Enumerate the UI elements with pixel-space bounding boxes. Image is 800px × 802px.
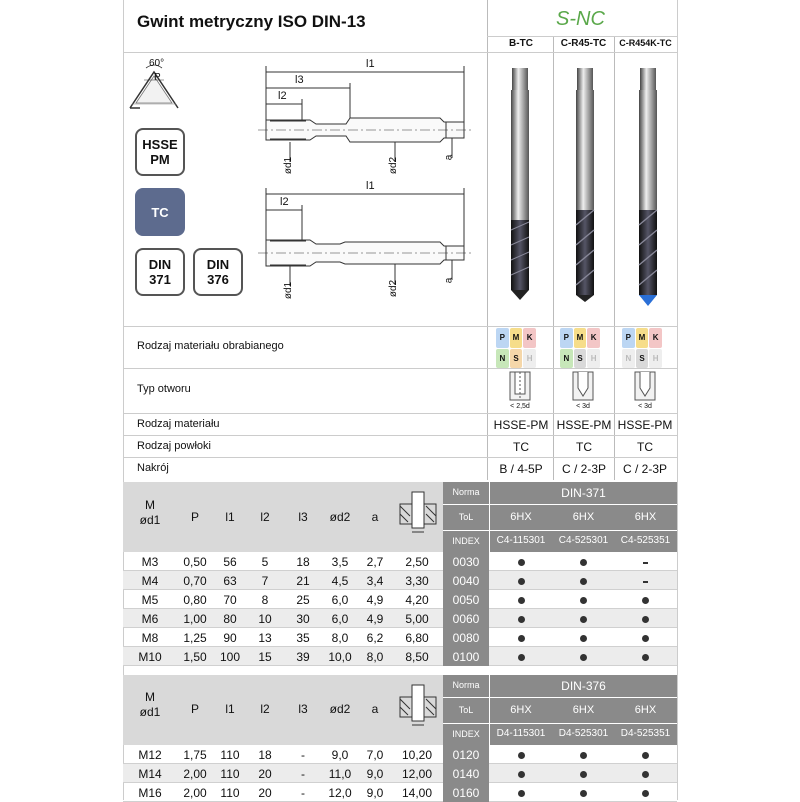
t2-tol-3: 6HX — [634, 704, 657, 716]
mat-p-1: P — [496, 328, 509, 348]
t1-tol-3: 6HX — [634, 511, 657, 523]
t2-cell-l3: - — [301, 748, 305, 762]
mat-s-2: S — [574, 349, 587, 369]
t1-cell-d2: 10,0 — [328, 650, 352, 664]
t1-cell-d2: 4,5 — [331, 574, 349, 588]
t2-head-p: P — [190, 702, 199, 716]
frame-right-line — [677, 0, 678, 800]
mat-n-2: N — [560, 349, 573, 369]
tool-image-c-r454k-tc — [628, 60, 668, 320]
t1-head-l3: l3 — [298, 510, 308, 524]
t1-cell-m: M4 — [141, 574, 159, 588]
t1-cell-l2: 10 — [258, 612, 272, 626]
t2-index-1: D4-115301 — [496, 728, 546, 739]
available-dot-icon — [580, 635, 587, 642]
t1-availability — [614, 555, 677, 569]
t2-cell-m: M14 — [138, 767, 162, 781]
available-dot-icon — [580, 771, 587, 778]
t1-cell-m: M10 — [138, 650, 162, 664]
t2-cell-l2: 20 — [258, 767, 272, 781]
t1-availability — [553, 650, 614, 664]
t1-availability — [553, 631, 614, 645]
available-dot-icon — [580, 790, 587, 797]
t1-cell-l2: 5 — [261, 555, 269, 569]
t1-head-sep-1 — [443, 504, 677, 505]
t1-head-p: P — [190, 510, 199, 524]
t1-cell-a: 2,7 — [366, 555, 384, 569]
mat-k-2: K — [587, 328, 600, 348]
label-a-bottom: a — [443, 277, 455, 284]
hsse-pm-badge: HSSE PM — [135, 128, 185, 176]
row-divider — [123, 589, 677, 590]
mat-s-3: S — [636, 349, 649, 369]
t1-cell-m: M6 — [141, 612, 159, 626]
available-dot-icon — [518, 790, 525, 797]
label-d1-bottom: ød1 — [283, 281, 295, 300]
hole-depth-3: < 3d — [638, 403, 652, 410]
coating-value-2: TC — [576, 440, 592, 454]
available-dot-icon — [642, 752, 649, 759]
t1-cell-a: 3,4 — [366, 574, 384, 588]
t2-cell-m: M12 — [138, 748, 162, 762]
t2-index-label: INDEX — [452, 729, 480, 739]
row-divider — [123, 627, 677, 628]
t1-cell-m: M8 — [141, 631, 159, 645]
row-label-material: Rodzaj materiału — [137, 418, 220, 430]
row-label-material-type: Rodzaj materiału obrabianego — [137, 340, 284, 352]
material-grid-2 — [560, 328, 600, 368]
t1-cell-l2: 7 — [261, 574, 269, 588]
t1-cell-code: 0030 — [452, 555, 480, 569]
t1-head-l2: l2 — [260, 510, 270, 524]
t1-cell-a: 8,0 — [366, 650, 384, 664]
t1-norma-value: DIN-371 — [561, 486, 606, 500]
t1-availability — [614, 631, 677, 645]
t1-cell-d2: 6,0 — [331, 612, 349, 626]
unavailable-dash-icon — [643, 562, 648, 564]
t2-tol-label: ToL — [458, 705, 474, 715]
t2-cell-p: 1,75 — [183, 748, 207, 762]
available-dot-icon — [580, 559, 587, 566]
mat-n-1: N — [496, 349, 509, 369]
column-head-3: C-R454K-TC — [619, 38, 672, 48]
mat-k-1: K — [523, 328, 536, 348]
t1-cell-l1: 56 — [223, 555, 237, 569]
t2-norma-label: Norma — [452, 680, 480, 690]
t2-cell-p: 2,00 — [183, 786, 207, 800]
t1-cell-l1: 80 — [223, 612, 237, 626]
t2-cell-l1: 110 — [220, 748, 240, 762]
t2-availability — [553, 786, 614, 800]
available-dot-icon — [518, 578, 525, 585]
header-divider — [123, 52, 677, 53]
t1-cell-drill: 8,50 — [405, 650, 429, 664]
t2-head-m: M ød1 — [139, 690, 161, 719]
t1-cell-code: 0050 — [452, 593, 480, 607]
available-dot-icon — [580, 597, 587, 604]
label-d2-top: ød2 — [388, 156, 400, 175]
t2-tol-1: 6HX — [510, 704, 532, 716]
t1-cell-drill: 2,50 — [405, 555, 429, 569]
t2-cell-l1: 110 — [220, 767, 240, 781]
t1-head-l1: l1 — [225, 510, 235, 524]
available-dot-icon — [580, 578, 587, 585]
available-dot-icon — [518, 771, 525, 778]
t1-availability — [614, 593, 677, 607]
mat-h-1: H — [523, 349, 536, 369]
material-grid-1 — [496, 328, 536, 368]
t2-availability — [490, 786, 552, 800]
label-d1-top: ød1 — [283, 156, 295, 175]
t2-cell-l2: 18 — [258, 748, 272, 762]
t1-cell-l3: 35 — [296, 631, 310, 645]
t1-availability — [614, 612, 677, 626]
brand-logo: S-NC — [556, 8, 605, 30]
tool-image-b-tc — [500, 60, 540, 320]
din-376-badge: DIN 376 — [193, 248, 243, 296]
material-value-1: HSSE-PM — [493, 418, 549, 432]
din-371-badge: DIN 371 — [135, 248, 185, 296]
available-dot-icon — [580, 654, 587, 661]
label-l1-top: l1 — [366, 58, 375, 70]
t1-index-3: C4-525351 — [620, 535, 671, 546]
row-divider — [123, 782, 677, 783]
t2-availability — [490, 748, 552, 762]
material-value-2: HSSE-PM — [556, 418, 612, 432]
table2-header-bg — [123, 675, 443, 745]
hole-depth-2: < 3d — [576, 403, 590, 410]
t2-cell-l3: - — [301, 786, 305, 800]
available-dot-icon — [642, 654, 649, 661]
hole-depth-1: < 2,5d — [510, 403, 530, 410]
material-value-3: HSSE-PM — [617, 418, 673, 432]
t2-head-d2: ød2 — [329, 702, 351, 716]
label-l3: l3 — [295, 74, 304, 86]
t1-index-2: C4-525301 — [558, 535, 609, 546]
available-dot-icon — [518, 559, 525, 566]
t1-availability — [490, 574, 552, 588]
t2-cell-a: 7,0 — [366, 748, 384, 762]
t1-cell-p: 1,25 — [183, 631, 207, 645]
t2-cell-l3: - — [301, 767, 305, 781]
available-dot-icon — [642, 635, 649, 642]
t1-cell-drill: 4,20 — [405, 593, 429, 607]
t1-cell-a: 4,9 — [366, 593, 384, 607]
divider-3 — [123, 435, 677, 436]
t2-cell-p: 2,00 — [183, 767, 207, 781]
t2-cell-code: 0160 — [452, 786, 480, 800]
t1-cell-l2: 15 — [258, 650, 272, 664]
t2-availability — [553, 748, 614, 762]
mat-h-2: H — [587, 349, 600, 369]
t2-cell-l1: 110 — [220, 786, 240, 800]
coating-value-3: TC — [637, 440, 653, 454]
available-dot-icon — [642, 771, 649, 778]
available-dot-icon — [580, 616, 587, 623]
mat-m-2: M — [574, 328, 587, 348]
t1-cell-drill: 6,80 — [405, 631, 429, 645]
t2-cell-d2: 12,0 — [328, 786, 352, 800]
t1-cell-l1: 63 — [223, 574, 237, 588]
t2-head-l2: l2 — [260, 702, 270, 716]
t1-cell-l1: 70 — [223, 593, 237, 607]
t2-head-l1: l1 — [225, 702, 235, 716]
t2-cell-drill: 12,00 — [401, 767, 433, 781]
t1-availability — [553, 574, 614, 588]
available-dot-icon — [518, 752, 525, 759]
t2-head-sep-1 — [443, 697, 677, 698]
table1-header-bg — [123, 482, 443, 552]
t1-drill-icon — [396, 488, 440, 544]
col-divider-1 — [487, 0, 488, 480]
mat-h-3: H — [649, 349, 662, 369]
t1-tol-label: ToL — [458, 512, 474, 522]
t1-tol-2: 6HX — [572, 511, 595, 523]
t1-cell-p: 0,80 — [183, 593, 207, 607]
t2-availability — [553, 767, 614, 781]
coating-value-1: TC — [513, 440, 529, 454]
t1-cell-p: 0,70 — [183, 574, 207, 588]
label-a-top: a — [443, 154, 455, 161]
tool-image-c-r45-tc — [565, 60, 605, 320]
mat-p-3: P — [622, 328, 635, 348]
t2-cell-code: 0120 — [452, 748, 480, 762]
t1-head-sep-2 — [443, 530, 677, 531]
chamfer-value-3: C / 2-3P — [622, 462, 667, 476]
t1-availability — [490, 555, 552, 569]
available-dot-icon — [518, 597, 525, 604]
t1-availability — [553, 593, 614, 607]
label-d2-bottom: ød2 — [388, 279, 400, 298]
t1-availability — [614, 574, 677, 588]
t2-index-3: D4-525351 — [620, 728, 671, 739]
hole-blind-icon-2 — [571, 370, 595, 402]
available-dot-icon — [518, 654, 525, 661]
label-l1-bottom: l1 — [366, 180, 375, 192]
mat-n-3: N — [622, 349, 635, 369]
column-head-2: C-R45-TC — [560, 38, 607, 49]
t2-head-a: a — [371, 702, 379, 716]
t2-norma-value: DIN-376 — [561, 679, 606, 693]
t1-cell-l3: 25 — [296, 593, 310, 607]
mat-m-1: M — [510, 328, 523, 348]
t1-cell-code: 0080 — [452, 631, 480, 645]
mat-p-2: P — [560, 328, 573, 348]
mat-m-3: M — [636, 328, 649, 348]
hole-blind-icon-1 — [508, 370, 532, 402]
t1-cell-p: 1,00 — [183, 612, 207, 626]
t2-availability — [490, 767, 552, 781]
t2-cell-d2: 11,0 — [328, 767, 352, 781]
t2-cell-l2: 20 — [258, 786, 272, 800]
t1-cell-l3: 18 — [296, 555, 310, 569]
t1-head-d2: ød2 — [329, 510, 351, 524]
t1-index-1: C4-115301 — [496, 535, 546, 546]
pitch-label: P — [154, 72, 161, 83]
t2-availability — [614, 786, 677, 800]
t2-availability — [614, 748, 677, 762]
t1-availability — [490, 593, 552, 607]
available-dot-icon — [642, 790, 649, 797]
row-label-chamfer: Nakrój — [137, 462, 169, 474]
unavailable-dash-icon — [643, 581, 648, 583]
t1-cell-l3: 30 — [296, 612, 310, 626]
t1-cell-l3: 21 — [296, 574, 310, 588]
t2-head-l3: l3 — [298, 702, 308, 716]
available-dot-icon — [580, 752, 587, 759]
t1-head-a: a — [371, 510, 379, 524]
t2-cell-m: M16 — [138, 786, 162, 800]
t2-index-2: D4-525301 — [558, 728, 609, 739]
t1-cell-l3: 39 — [296, 650, 310, 664]
t1-availability — [490, 650, 552, 664]
t1-cell-m: M5 — [141, 593, 159, 607]
t1-cell-l2: 13 — [258, 631, 272, 645]
t1-cell-a: 4,9 — [366, 612, 384, 626]
t1-availability — [614, 650, 677, 664]
t1-availability — [553, 555, 614, 569]
t1-availability — [553, 612, 614, 626]
tc-coating-badge: TC — [135, 188, 185, 236]
available-dot-icon — [518, 616, 525, 623]
divider-properties-top — [123, 326, 677, 327]
t1-index-label: INDEX — [452, 536, 480, 546]
column-head-1: B-TC — [509, 38, 533, 49]
available-dot-icon — [518, 635, 525, 642]
t1-cell-l1: 90 — [223, 631, 237, 645]
t1-availability — [490, 612, 552, 626]
t2-cell-a: 9,0 — [366, 786, 384, 800]
t2-cell-d2: 9,0 — [331, 748, 349, 762]
t1-cell-l1: 100 — [219, 650, 241, 664]
t1-cell-drill: 5,00 — [405, 612, 429, 626]
label-l2-bottom: l2 — [280, 196, 289, 208]
t1-tol-1: 6HX — [510, 511, 532, 523]
t1-availability — [490, 631, 552, 645]
t1-cell-d2: 6,0 — [331, 593, 349, 607]
t2-tol-2: 6HX — [572, 704, 595, 716]
t2-cell-a: 9,0 — [366, 767, 384, 781]
t2-cell-drill: 10,20 — [401, 748, 433, 762]
divider-2 — [123, 413, 677, 414]
t1-cell-p: 0,50 — [183, 555, 207, 569]
chamfer-value-2: C / 2-3P — [561, 462, 606, 476]
material-grid-3 — [622, 328, 662, 368]
mat-k-3: K — [649, 328, 662, 348]
t1-cell-code: 0060 — [452, 612, 480, 626]
row-label-hole-type: Typ otworu — [137, 383, 191, 395]
label-l2-top: l2 — [278, 90, 287, 102]
divider-4 — [123, 457, 677, 458]
available-dot-icon — [642, 616, 649, 623]
brand-divider — [487, 36, 677, 37]
mat-s-1: S — [510, 349, 523, 369]
row-divider — [123, 665, 677, 666]
hole-blind-icon-3 — [633, 370, 657, 402]
t2-availability — [614, 767, 677, 781]
t2-drill-icon — [396, 681, 440, 737]
t1-cell-code: 0100 — [452, 650, 480, 664]
t1-head-m: M ød1 — [139, 498, 161, 527]
t2-head-sep-2 — [443, 723, 677, 724]
t1-cell-a: 6,2 — [366, 631, 384, 645]
t1-cell-drill: 3,30 — [405, 574, 429, 588]
row-label-coating: Rodzaj powłoki — [137, 440, 211, 452]
t2-cell-drill: 14,00 — [401, 786, 433, 800]
angle-label: 60° — [149, 58, 165, 69]
t2-cell-code: 0140 — [452, 767, 480, 781]
t1-cell-code: 0040 — [452, 574, 480, 588]
t1-cell-m: M3 — [141, 555, 159, 569]
t1-norma-label: Norma — [452, 487, 480, 497]
t1-cell-d2: 3,5 — [331, 555, 349, 569]
page-title: Gwint metryczny ISO DIN-13 — [137, 12, 366, 31]
t1-cell-d2: 8,0 — [331, 631, 349, 645]
divider-1 — [123, 368, 677, 369]
t1-cell-l2: 8 — [261, 593, 269, 607]
t1-cell-p: 1,50 — [183, 650, 207, 664]
available-dot-icon — [642, 597, 649, 604]
chamfer-value-1: B / 4-5P — [499, 462, 543, 476]
